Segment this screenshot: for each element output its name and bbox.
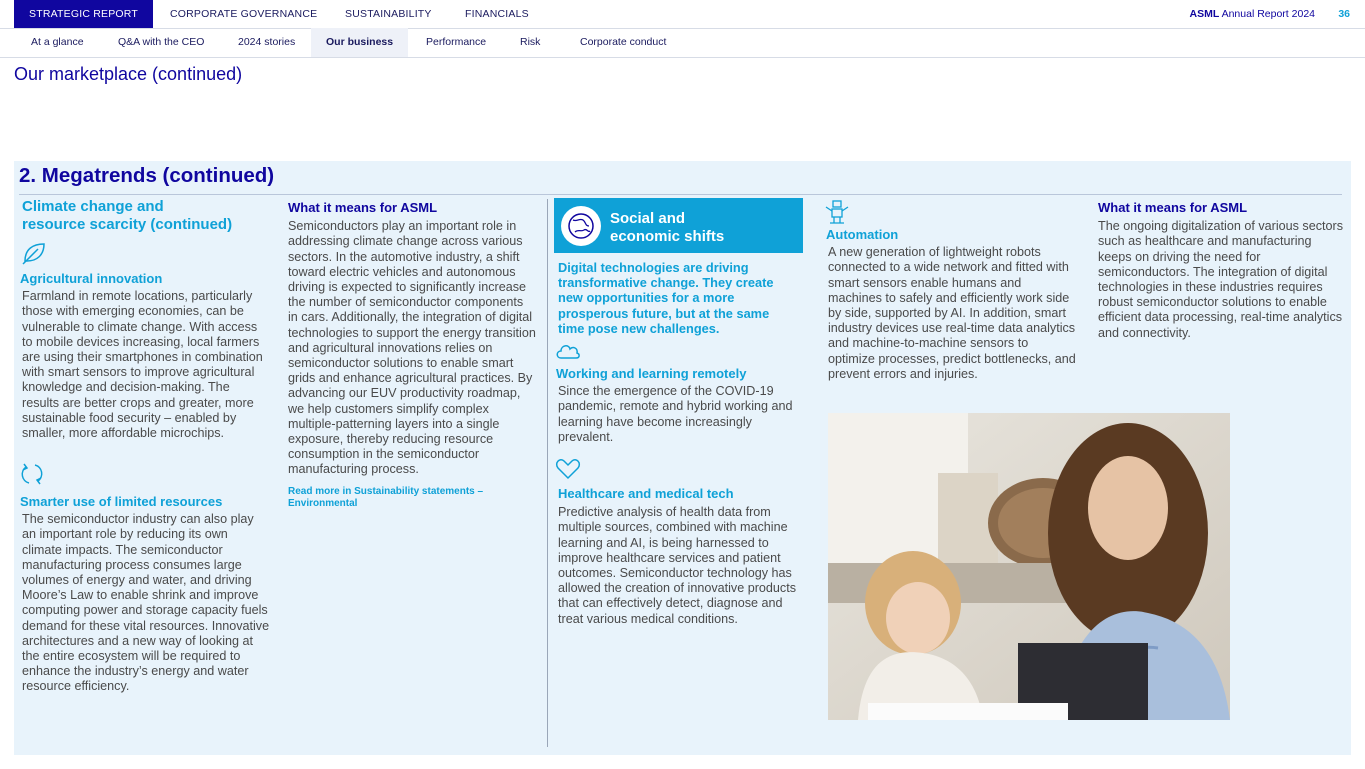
globe-icon-badge (561, 206, 601, 246)
heart-icon (555, 458, 581, 480)
banner-title-line2: economic shifts (610, 228, 725, 245)
climate-column (22, 198, 268, 234)
subtab-corporate-conduct[interactable]: Corporate conduct (580, 36, 667, 48)
subtab-performance[interactable]: Performance (426, 36, 487, 48)
resources-text: The semiconductor industry can also play an important role by reducing its own climate impacts. The semiconductor manufacturing process consumes large volumes of energy and water, and driving Moore’s Law to enable shrink and improve computing power and storage capacity fuels demand for these vital resources. Innovative architectures and a new way of looking at the entire ecosystem will be required to enhance the industry’s energy and water resource efficiency. (22, 512, 270, 694)
remote-title: Working and learning remotely (556, 366, 747, 381)
mother-child-photo (828, 413, 1230, 720)
sustainability-link[interactable] (288, 486, 536, 510)
globe-icon (561, 206, 601, 246)
subtab-at-a-glance[interactable]: At a glance (31, 36, 84, 48)
sub-navigation (0, 28, 1365, 58)
sustainability-link-line1[interactable]: Read more in Sustainability statements – (288, 485, 484, 497)
automation-text: A new generation of lightweight robots connected to a wide network and fitted with smart sensors enable humans and machines to safely and efficiently work side by side, supported by AI. In addition, smart industry devices use real-time data analytics and machine-to-machine sensors to optimize processes, predict bottlenecks, and prevent errors and injuries. (828, 245, 1076, 381)
tab-strategic-report[interactable]: STRATEGIC REPORT (14, 0, 153, 28)
agricultural-title: Agricultural innovation (20, 271, 163, 286)
section-title: 2. Megatrends (continued) (19, 164, 275, 187)
sustainability-link-line2[interactable]: Environmental (288, 497, 358, 509)
leaf-icon (21, 241, 47, 265)
remote-text: Since the emergence of the COVID-19 pandemic, remote and hybrid working and learning have become increasingly prevalent. (558, 384, 793, 444)
healthcare-text: Predictive analysis of health data from multiple sources, combined with machine learning and AI, is being harnessed to improve healthcare services and patient outcomes. Semiconductor technology has allowed the creation of innovative products that can effectively detect, diagnose and treat various medical conditions. (558, 505, 797, 626)
asml-climate-title: What it means for ASML (288, 200, 438, 215)
top-navigation (0, 0, 1365, 29)
healthcare-title: Healthcare and medical tech (558, 486, 734, 501)
tab-financials[interactable]: FINANCIALS (465, 8, 529, 20)
resources-block (20, 494, 270, 695)
climate-heading-line2: resource scarcity (continued) (22, 216, 233, 233)
climate-heading-line1: Climate change and (22, 198, 164, 215)
cloud-icon (555, 340, 581, 362)
remote-block (556, 366, 804, 445)
automation-block (826, 227, 1078, 382)
tab-corporate-governance[interactable]: CORPORATE GOVERNANCE (170, 8, 318, 20)
asml-climate-text: Semiconductors play an important role in addressing climate change across various sectors. In the automotive industry, a shift toward electric vehicles and autonomous driving is expected to significantly increase the number of semiconductor components in cars. Additionally, the integration of digital technologies to support the energy transition and agricultural innovations relies on semiconductor solutions to enable smart grids and enhance agricultural practices. By advancing our EUV productivity roadmap, we help customers simplify complex multiple-patterning layers into a single exposure, thereby reducing resource consumption in the semiconductor manufacturing process. (288, 219, 536, 477)
subtab-risk[interactable]: Risk (520, 36, 541, 48)
page-number: 36 (1338, 8, 1350, 20)
asml-climate-column (288, 200, 536, 510)
robot-icon (824, 199, 850, 225)
social-economic-banner (554, 198, 803, 253)
tab-sustainability[interactable]: SUSTAINABILITY (345, 8, 432, 20)
banner-title-line1: Social and (610, 210, 686, 227)
asml-digital-title: What it means for ASML (1098, 200, 1248, 215)
section-divider (19, 194, 1342, 195)
climate-heading (22, 198, 268, 234)
social-intro-text: Digital technologies are driving transformative change. They create new opportunities for a more prosperous future, but at the same time pose new challenges. (558, 260, 774, 336)
social-intro (558, 260, 790, 336)
healthcare-block (558, 486, 806, 627)
page-title: Our marketplace (continued) (14, 64, 243, 84)
report-brand: ASML (1189, 8, 1220, 20)
subtab-our-business[interactable]: Our business (311, 28, 408, 57)
recycle-icon (20, 461, 44, 487)
asml-digital-text: The ongoing digitalization of various sectors such as healthcare and manufacturing keeps on driving the need for semiconductors. The integration of digital technologies in these industries requires robust semiconductor solutions to enable efficient data processing, real-time analytics and connectivity. (1098, 219, 1344, 340)
report-name: Annual Report 2024 (1221, 8, 1315, 20)
asml-digital-column (1098, 200, 1346, 341)
banner-title (610, 210, 790, 246)
agricultural-text: Farmland in remote locations, particularly those with emerging economies, can be vulnerable to climate change. With access to mobile devices increasing, local farmers are using their smartphones in combination with smart sensors to improve agricultural knowledge and decision-making. The results are better crops and greater, more sustainable food security – enabled by smaller, more affordable microchips. (22, 289, 263, 441)
resources-title: Smarter use of limited resources (20, 494, 223, 509)
subtab-2024-stories[interactable]: 2024 stories (238, 36, 296, 48)
column-divider (547, 199, 548, 747)
subtab-qa-ceo[interactable]: Q&A with the CEO (118, 36, 205, 48)
report-title (1190, 0, 1316, 28)
automation-title: Automation (826, 227, 899, 242)
photo-illustration (828, 413, 1230, 720)
agricultural-block (20, 271, 270, 441)
